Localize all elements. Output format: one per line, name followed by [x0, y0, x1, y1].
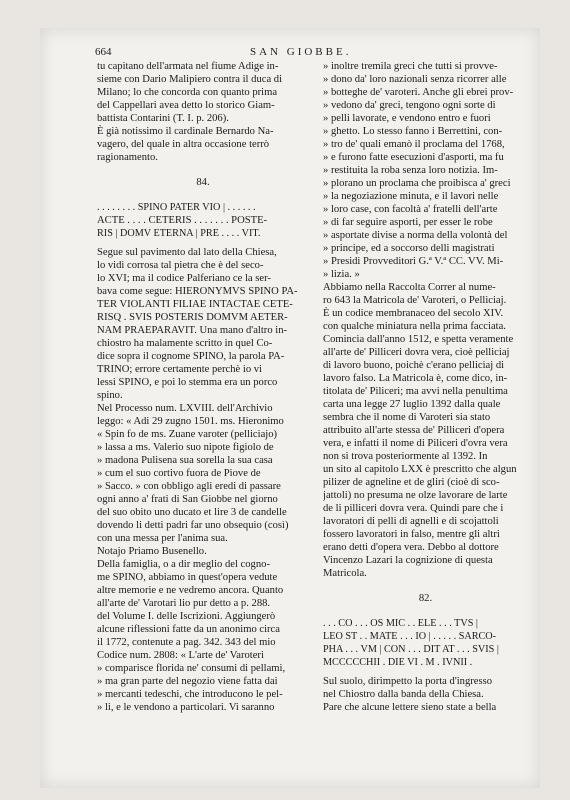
- right-text-column: [323, 60, 528, 714]
- text-line: TER VIOLANTI FILIAE INTACTAE CETE-: [97, 299, 293, 310]
- text-line: con una messa per l'anima sua.: [97, 533, 228, 544]
- text-line: titolata de' Piliceri; ma avvi nella penultima: [323, 386, 508, 397]
- text-line: lessi SPINO, e poi lo stemma era un porco: [97, 377, 278, 388]
- text-line: fossero lavoratori in falso, mentre gli altri: [323, 529, 500, 540]
- text-line: battista Contarini (T. I. p. 206).: [97, 113, 229, 124]
- text-line: Segue sul pavimento dal lato della Chiesa,: [97, 247, 277, 258]
- text-line: È un codice membranaceo del secolo XIV.: [323, 308, 504, 319]
- text-line: RISQ . SVIS POSTERIS DOMVM AETER-: [97, 312, 288, 323]
- text-line: nel Chiostro dalla banda della Chiesa.: [323, 689, 484, 700]
- text-line: il 1772, contenute a pag. 342. 343 del mio: [97, 637, 276, 648]
- text-line: di lavoro buono, poichè c'erano pelliciaj di: [323, 360, 505, 371]
- text-line: del suo obito uno ducato et lire 3 de candelle: [97, 507, 287, 518]
- text-line: » inoltre tremila greci che tutti si provve-: [323, 61, 498, 72]
- text-line: leggo: « Adi 29 zugno 1501. ms. Hieronimo: [97, 416, 284, 427]
- text-line: vagero, del quale in altra occasione terrò: [97, 139, 270, 150]
- text-line: altre memorie e ne vedremo ancora. Quanto: [97, 585, 284, 596]
- inscription-number: 82.: [418, 593, 433, 604]
- text-line: » Sacco. » con obbligo agli eredi di passare: [97, 481, 281, 492]
- text-line: « Spin fo de ms. Zuane varoter (pelliciajo): [97, 429, 278, 440]
- text-line: » pelli lavorate, e vendono entro e fuori: [323, 113, 491, 124]
- text-line: tu capitano dell'armata nel fiume Adige in-: [97, 61, 279, 72]
- text-line: » tro de' quali emanò il proclama del 1768,: [323, 139, 505, 150]
- text-line: » ma gran parte del negozio viene fatta dai: [97, 676, 278, 687]
- text-line: vera, e infatti il nome di Piliceri d'ovra vera: [323, 438, 508, 449]
- text-line: ragionamento.: [97, 152, 158, 163]
- text-line: Sul suolo, dirimpetto la porta d'ingresso: [323, 676, 493, 687]
- text-line: dovendo li detti padri far uno obsequio (così): [97, 520, 289, 531]
- text-line: me SPINO, abbiamo in quest'opera vedute: [97, 572, 278, 583]
- text-line: Vincenzo Lazari la cognizione di questa: [323, 555, 493, 566]
- text-line: del Cappellari avea detto lo storico Giam-: [97, 100, 275, 111]
- text-line: all'arte de' Pilliceri dovra vera, cioè pelliciaj: [323, 347, 510, 358]
- text-line: Pare che alcune lettere sieno state a bella: [323, 702, 497, 713]
- inscription-line: . . . CO . . . OS MIC . . ELE . . . TVS |: [323, 618, 478, 629]
- inscription-line: PHA . . . VM | CON . . . DIT AT . . . SVIS |: [323, 644, 499, 655]
- text-line: » restituita la roba senza loro notizia. Im-: [323, 165, 498, 176]
- text-line: NAM PRAEPARAVIT. Una mano d'altro in-: [97, 325, 288, 336]
- text-line: jattoli) no presuma ne olze lavorare de larte: [323, 490, 508, 501]
- text-line: » di far seguire asporti, per esser le robe: [323, 217, 493, 228]
- text-line: sieme con Dario Malipiero contra il duca di: [97, 74, 283, 85]
- text-line: erano detti d'opera vera. Debbo al dottore: [323, 542, 499, 553]
- text-line: lo vidi corrosa tal pietra che è del seco-: [97, 260, 264, 271]
- text-line: attribuito all'arte stessa de' Pilliceri d'opera: [323, 425, 505, 436]
- inscription-line: RIS | DOMV ETERNA | PRE . . . . VIT.: [97, 228, 261, 239]
- text-line: » e furono fatte esecuzioni d'asporti, ma fu: [323, 152, 504, 163]
- spacer: [97, 164, 309, 170]
- text-line: » ghetto. Lo stesso fanno i Berrettini, con-: [323, 126, 503, 137]
- text-line: bava come segue: HIERONYMVS SPINO PA-: [97, 286, 298, 297]
- text-line: » lassa a ms. Valerio suo nipote figiolo de: [97, 442, 274, 453]
- text-line: all'arte de' Varotari lio pur detto a p. 288.: [97, 598, 271, 609]
- running-title: SAN GIOBBE.: [250, 46, 352, 58]
- inscription-line: LEO ST . . MATE . . . IO | . . . . . SARCO-: [323, 631, 497, 642]
- page-number: 664: [95, 46, 112, 58]
- text-line: » madona Pulisena sua sorella la sua casa: [97, 455, 273, 466]
- text-line: chiostro ha malamente scritto in quel Co-: [97, 338, 273, 349]
- text-line: carta una legge 27 luglio 1392 dalla quale: [323, 399, 501, 410]
- text-line: non si trova posteriormente al 1392. In: [323, 451, 488, 462]
- text-line: » vedono da' greci, tengono ogni sorte di: [323, 100, 496, 111]
- text-line: » dono da' loro nazionali senza ricorrer alle: [323, 74, 507, 85]
- text-line: Comincia dall'anno 1512, e spetta veramente: [323, 334, 514, 345]
- text-line: » principe, ed a soccorso delli magistrati: [323, 243, 495, 254]
- text-line: » plorano un proclama che proibisca a' greci: [323, 178, 511, 189]
- text-line: » comparisce florida ne' consumi di pellami,: [97, 663, 286, 674]
- text-line: » asportate divise a norma della volontà del: [323, 230, 508, 241]
- inscription-number: 84.: [196, 177, 210, 188]
- spacer: [323, 580, 528, 586]
- text-line: spino.: [97, 390, 123, 401]
- text-line: lavoro falso. La Matricola è, come dico, in-: [323, 373, 508, 384]
- text-line: pilizer de agneline et de gliri (cioè di sco-: [323, 477, 500, 488]
- inscription-line: MCCCCCHII . DIE VI . M . IVNII .: [323, 657, 473, 668]
- text-line: » cum el suo cortivo fuora de Piove de: [97, 468, 261, 479]
- text-line: Codice num. 2808: « L'arte de' Varoteri: [97, 650, 264, 661]
- text-line: ACTE . . . . CETERIS . . . . . . . POSTE-: [97, 215, 268, 226]
- text-line: de li pilliceri dovra vera. Quindi pare che i: [323, 503, 504, 514]
- text-line: » Presidi Provveditori G.ª V.ª CC. VV. Mi-: [323, 256, 504, 267]
- text-line: È già notissimo il cardinale Bernardo Na-: [97, 126, 274, 137]
- text-line: Notajo Priamo Busenello.: [97, 546, 207, 557]
- text-line: Abbiamo nella Raccolta Correr al nume-: [323, 282, 496, 293]
- text-line: Matricola.: [323, 568, 367, 579]
- text-line: lavoratori di pelli di agnelli e di scojattoli: [323, 516, 499, 527]
- text-line: ro 643 la Matricola de' Varoteri, o Pelliciaj.: [323, 295, 507, 306]
- text-line: Nel Processo num. LXVIII. dell'Archivio: [97, 403, 273, 414]
- text-line: » mercanti tedeschi, che introducono le pel-: [97, 689, 283, 700]
- text-line: dice sopra il cognome SPINO, la parola PA-: [97, 351, 285, 362]
- text-line: ogni anno a' frati di San Giobbe nel giorno: [97, 494, 278, 505]
- text-line: » la negoziazione minuta, e il lavori nelle: [323, 191, 499, 202]
- text-line: » loro case, con facoltà a' fratelli dell'arte: [323, 204, 498, 215]
- text-line: Milano; lo che concorda con quanto prima: [97, 87, 278, 98]
- text-line: » botteghe de' varoteri. Anche gli ebrei prov-: [323, 87, 514, 98]
- text-line: lo XVI; ma il codice Palferiano ce la ser-: [97, 273, 271, 284]
- text-line: » lizia. »: [323, 269, 360, 280]
- text-line: del Volume I. delle Iscrizioni. Aggiungerò: [97, 611, 276, 622]
- text-line: » li, e le vendono a particolari. Vi saranno: [97, 702, 275, 713]
- text-line: con qualche miniatura nella prima facciata.: [323, 321, 506, 332]
- left-text-column: [97, 60, 309, 714]
- text-line: un sito al capitolo LXX è prescritto che algun: [323, 464, 517, 475]
- text-line: alcune riflessioni fatte da un anonimo circa: [97, 624, 280, 635]
- text-line: Della famiglia, o a dir meglio del cogno-: [97, 559, 270, 570]
- text-line: sembra che il nome di Varoteri sia stato: [323, 412, 491, 423]
- text-line: TRINO; errore certamente perchè io vi: [97, 364, 263, 375]
- inscription-line: . . . . . . . . SPINO PATER VIO | . . . . . .: [97, 202, 256, 213]
